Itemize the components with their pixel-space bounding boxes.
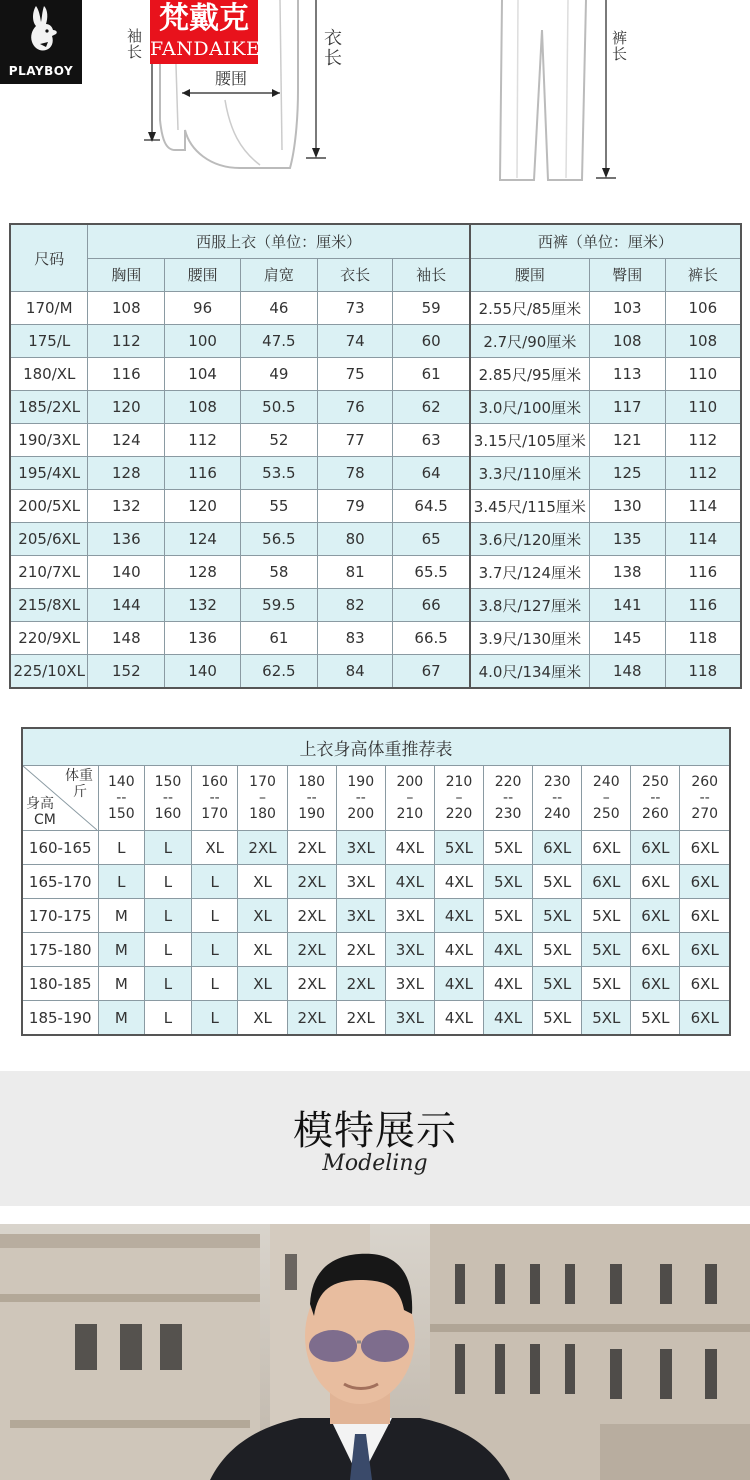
measurement-cell: 2.7尺/90厘米 [470,325,590,358]
measurement-cell: 3.15尺/105厘米 [470,424,590,457]
size-row [10,391,741,424]
measurement-cell: 84 [317,655,393,689]
recommended-size-cell: 4XL [434,967,483,1001]
recommended-size-cell: 5XL [533,899,582,933]
weight-range-part: -- [306,790,317,806]
measurement-cell: 118 [665,655,741,689]
height-range-cell: 170-175 [22,899,98,933]
recommended-size-cell: 6XL [680,865,730,899]
size-cell: 225/10XL [10,655,88,689]
measurement-cell: 110 [665,391,741,424]
weight-range-part: 240 [592,774,620,790]
measurement-cell: 135 [589,523,665,556]
measurement-cell: 118 [665,622,741,655]
recommended-size-cell: 2XL [336,933,385,967]
measurement-cell: 81 [317,556,393,589]
weight-range-header [533,766,582,831]
measurement-cell: 138 [589,556,665,589]
measurement-cell: 116 [88,358,165,391]
recommended-size-cell: 5XL [484,831,533,865]
brand-name-en: FANDAIKE [150,38,261,60]
weight-range-part: – [259,790,267,806]
recommended-size-cell: L [98,831,145,865]
measurement-cell: 75 [317,358,393,391]
weight-range-part: 200 [396,774,424,790]
measurement-cell: 112 [165,424,241,457]
recommended-size-cell: L [98,865,145,899]
height-axis-label [26,796,56,828]
weight-range-part: 170 [201,806,228,822]
recommended-size-cell: 2XL [287,865,336,899]
measurement-cell: 61 [240,622,317,655]
height-range-cell: 180-185 [22,967,98,1001]
size-row [10,457,741,490]
weight-range-header [287,766,336,831]
measurement-cell: 114 [665,490,741,523]
measurement-cell: 106 [665,292,741,325]
measurement-cell: 62.5 [240,655,317,689]
recommended-size-cell: 6XL [631,865,680,899]
measurement-cell: 4.0尺/134厘米 [470,655,590,689]
weight-range-part: -- [503,790,514,806]
weight-range-part: 230 [543,774,571,790]
weight-range-part: 190 [298,806,325,822]
weight-range-part: 250 [592,806,620,822]
measurement-cell: 3.8尺/127厘米 [470,589,590,622]
recommended-size-cell: L [191,933,238,967]
jacket-group-header: 西服上衣（单位：厘米） [88,224,470,258]
weight-axis-label [65,768,93,800]
size-cell: 175/L [10,325,88,358]
size-cell: 200/5XL [10,490,88,523]
measurement-cell: 3.0尺/100厘米 [470,391,590,424]
weight-range-part: 260 [691,774,719,790]
measurement-cell: 104 [165,358,241,391]
measurement-cell: 66.5 [393,622,470,655]
size-cell: 195/4XL [10,457,88,490]
weight-range-part: – [406,790,414,806]
weight-range-part: 160 [154,806,182,822]
modeling-banner [0,1071,750,1206]
weight-range-part: 150 [107,806,135,822]
pants-length-label: 裤长 [610,30,628,62]
weight-range-part: -- [355,790,366,806]
measurement-cell: 141 [589,589,665,622]
recommended-size-cell: 5XL [484,865,533,899]
recommended-size-cell: XL [238,967,287,1001]
column-header: 腰围 [470,258,590,292]
recommended-size-cell: L [191,865,238,899]
measurement-cell: 80 [317,523,393,556]
weight-range-header [336,766,385,831]
measurement-cell: 121 [589,424,665,457]
measurement-cell: 3.3尺/110厘米 [470,457,590,490]
recommended-size-cell: 4XL [434,865,483,899]
measurement-cell: 130 [589,490,665,523]
waist-label: 腰围 [214,69,247,88]
recommendation-title: 上衣身高体重推荐表 [22,728,730,766]
measurement-cell: 114 [665,523,741,556]
sleeve-length-label: 袖长 [125,28,143,60]
measurement-cell: 2.85尺/95厘米 [470,358,590,391]
weight-range-header [238,766,287,831]
recommended-size-cell: XL [191,831,238,865]
measurement-cell: 108 [589,325,665,358]
measurement-cell: 66 [393,589,470,622]
recommended-size-cell: 2XL [336,1001,385,1036]
recommended-size-cell: M [98,967,145,1001]
measurement-cell: 132 [88,490,165,523]
measurement-cell: 79 [317,490,393,523]
recommended-size-cell: 2XL [238,831,287,865]
recommended-size-cell: XL [238,899,287,933]
measurement-cell: 59 [393,292,470,325]
size-row [10,523,741,556]
weight-range-part: 230 [494,806,522,822]
weight-range-part: 140 [107,774,135,790]
recommended-size-cell: 5XL [582,899,631,933]
weight-range-part: 190 [347,774,375,790]
recommended-size-cell: 4XL [434,899,483,933]
measurement-cell: 60 [393,325,470,358]
weight-range-part: 160 [201,774,228,790]
recommended-size-cell: L [191,1001,238,1036]
recommended-size-cell: 4XL [434,933,483,967]
recommended-size-cell: L [145,899,192,933]
recommended-size-cell: 6XL [631,899,680,933]
recommended-size-cell: 4XL [385,831,434,865]
recommended-size-cell: L [145,933,192,967]
weight-range-header [98,766,145,831]
coat-length-label: 衣长 [321,28,342,68]
weight-range-part: 150 [154,774,182,790]
weight-range-part: 260 [642,806,669,822]
recommended-size-cell: 5XL [582,1001,631,1036]
recommended-size-cell: 2XL [287,967,336,1001]
measurement-cell: 128 [88,457,165,490]
recommended-size-cell: 2XL [287,899,336,933]
recommendation-row [22,967,730,1001]
weight-range-header [680,766,730,831]
recommended-size-cell: 5XL [434,831,483,865]
playboy-logo [0,0,82,84]
pants-diagram [490,0,620,185]
measurement-cell: 140 [88,556,165,589]
recommended-size-cell: 6XL [680,899,730,933]
size-header: 尺码 [10,224,88,292]
recommended-size-cell: L [145,831,192,865]
recommended-size-cell: L [191,967,238,1001]
recommended-size-cell: 6XL [680,933,730,967]
measurement-cell: 78 [317,457,393,490]
measurement-cell: 73 [317,292,393,325]
pants-group-header: 西裤（单位：厘米） [470,224,741,258]
recommended-size-cell: 3XL [385,899,434,933]
bunny-icon [22,4,62,58]
measurement-cell: 108 [88,292,165,325]
measurement-cell: 136 [165,622,241,655]
weight-unit: 斤 [73,784,87,800]
weight-range-part: 210 [396,806,424,822]
measurement-cell: 116 [665,589,741,622]
measurement-cell: 56.5 [240,523,317,556]
weight-range-header [484,766,533,831]
weight-range-part: 170 [249,774,276,790]
height-unit: CM [34,812,56,828]
measurement-cell: 55 [240,490,317,523]
weight-range-header [191,766,238,831]
recommended-size-cell: 6XL [582,865,631,899]
measurement-cell: 3.7尺/124厘米 [470,556,590,589]
measurement-cell: 140 [165,655,241,689]
weight-range-header [145,766,192,831]
brand-name-cn: 梵戴克 [159,1,249,36]
size-cell: 220/9XL [10,622,88,655]
size-cell: 170/M [10,292,88,325]
height-range-cell: 175-180 [22,933,98,967]
corner-cell [22,766,98,831]
recommended-size-cell: 4XL [385,865,434,899]
size-row [10,589,741,622]
column-header: 臀围 [589,258,665,292]
measurement-cell: 63 [393,424,470,457]
measurement-cell: 67 [393,655,470,689]
measurement-cell: 116 [665,556,741,589]
recommended-size-cell: M [98,1001,145,1036]
recommendation-row [22,933,730,967]
size-row [10,424,741,457]
weight-range-header [582,766,631,831]
measurement-cell: 3.9尺/130厘米 [470,622,590,655]
weight-range-part: – [455,790,463,806]
recommendation-row [22,899,730,933]
measurement-cell: 136 [88,523,165,556]
recommendation-row [22,865,730,899]
recommended-size-cell: 5XL [533,933,582,967]
recommended-size-cell: 2XL [287,933,336,967]
measurement-cell: 47.5 [240,325,317,358]
weight-range-part: -- [116,790,127,806]
weight-range-part: -- [552,790,563,806]
size-cell: 180/XL [10,358,88,391]
measurement-cell: 112 [665,424,741,457]
measurement-cell: 112 [665,457,741,490]
measurement-cell: 110 [665,358,741,391]
measurement-cell: 3.6尺/120厘米 [470,523,590,556]
measurement-cell: 46 [240,292,317,325]
height-label: 身高 [26,796,54,812]
weight-range-part: 210 [445,774,473,790]
measurement-cell: 152 [88,655,165,689]
measurement-cell: 145 [589,622,665,655]
measurement-cell: 144 [88,589,165,622]
recommended-size-cell: 6XL [631,933,680,967]
weight-range-header [631,766,680,831]
recommended-size-cell: M [98,933,145,967]
size-row [10,292,741,325]
measurement-cell: 113 [589,358,665,391]
measurement-cell: 49 [240,358,317,391]
recommended-size-cell: 5XL [631,1001,680,1036]
recommended-size-cell: 5XL [533,865,582,899]
measurement-cell: 124 [165,523,241,556]
measurement-cell: 124 [88,424,165,457]
weight-range-part: 250 [642,774,669,790]
recommended-size-cell: 5XL [533,1001,582,1036]
measurement-cell: 132 [165,589,241,622]
measurement-cell: 65 [393,523,470,556]
recommended-size-cell: XL [238,933,287,967]
weight-range-part: 200 [347,806,375,822]
height-weight-recommendation-table [21,727,731,1036]
size-row [10,622,741,655]
recommended-size-cell: 5XL [533,967,582,1001]
measurement-cell: 59.5 [240,589,317,622]
column-header: 肩宽 [240,258,317,292]
recommended-size-cell: 6XL [680,1001,730,1036]
weight-range-part: 180 [249,806,276,822]
measurement-cell: 61 [393,358,470,391]
recommended-size-cell: 3XL [336,899,385,933]
recommendation-row [22,1001,730,1036]
measurement-cell: 62 [393,391,470,424]
measurement-cell: 53.5 [240,457,317,490]
measurement-cell: 148 [589,655,665,689]
measurement-cell: 100 [165,325,241,358]
height-range-cell: 185-190 [22,1001,98,1036]
recommended-size-cell: L [145,865,192,899]
recommended-size-cell: 6XL [631,967,680,1001]
recommended-size-cell: 3XL [336,831,385,865]
measurement-cell: 117 [589,391,665,424]
measurement-cell: 112 [88,325,165,358]
size-row [10,556,741,589]
fandaike-logo [150,0,261,64]
size-row [10,325,741,358]
column-header: 裤长 [665,258,741,292]
recommended-size-cell: 6XL [533,831,582,865]
measurement-cell: 103 [589,292,665,325]
measurement-cell: 64.5 [393,490,470,523]
recommended-size-cell: 2XL [287,831,336,865]
weight-range-part: -- [699,790,710,806]
measurement-cell: 3.45尺/115厘米 [470,490,590,523]
recommended-size-cell: 4XL [484,967,533,1001]
weight-range-part: 240 [543,806,571,822]
weight-range-part: 220 [494,774,522,790]
recommended-size-cell: 4XL [484,1001,533,1036]
measurement-cell: 82 [317,589,393,622]
banner-title-en: Modeling [322,1151,428,1176]
model-photo [0,1224,750,1480]
recommendation-row [22,831,730,865]
recommended-size-cell: 6XL [680,831,730,865]
measurement-cell: 108 [665,325,741,358]
measurement-cell: 65.5 [393,556,470,589]
size-row [10,655,741,689]
measurement-cell: 2.55尺/85厘米 [470,292,590,325]
recommended-size-cell: 5XL [484,899,533,933]
measurement-cell: 74 [317,325,393,358]
measurement-cell: 120 [88,391,165,424]
recommended-size-cell: 2XL [287,1001,336,1036]
recommended-size-cell: 4XL [434,1001,483,1036]
weight-range-header [385,766,434,831]
measurement-cell: 116 [165,457,241,490]
size-cell: 215/8XL [10,589,88,622]
measurement-cell: 77 [317,424,393,457]
recommended-size-cell: 2XL [336,967,385,1001]
weight-range-header [434,766,483,831]
recommended-size-cell: 3XL [385,933,434,967]
model-photo-illustration [0,1224,750,1480]
measurement-cell: 64 [393,457,470,490]
measurement-cell: 120 [165,490,241,523]
weight-range-part: 220 [445,806,473,822]
recommended-size-cell: XL [238,1001,287,1036]
recommended-size-cell: 5XL [582,967,631,1001]
measurement-cell: 76 [317,391,393,424]
column-header: 袖长 [393,258,470,292]
measurement-cell: 148 [88,622,165,655]
size-row [10,358,741,391]
recommended-size-cell: 6XL [680,967,730,1001]
size-chart-table [9,223,742,689]
recommended-size-cell: L [145,967,192,1001]
weight-range-part: -- [162,790,174,806]
weight-range-part: -- [650,790,661,806]
recommended-size-cell: L [145,1001,192,1036]
recommended-size-cell: M [98,899,145,933]
banner-title-cn: 模特展示 [293,1108,457,1154]
weight-label: 体重 [65,768,93,784]
measurement-cell: 125 [589,457,665,490]
recommended-size-cell: 3XL [385,967,434,1001]
recommended-size-cell: L [191,899,238,933]
recommended-size-cell: 3XL [385,1001,434,1036]
recommended-size-cell: 3XL [336,865,385,899]
measurement-cell: 128 [165,556,241,589]
column-header: 腰围 [165,258,241,292]
recommended-size-cell: 6XL [582,831,631,865]
measurement-cell: 108 [165,391,241,424]
measurement-cell: 58 [240,556,317,589]
measurement-cell: 52 [240,424,317,457]
measurement-cell: 96 [165,292,241,325]
size-cell: 210/7XL [10,556,88,589]
logo-text: PLAYBOY [8,64,74,78]
recommended-size-cell: 6XL [631,831,680,865]
size-row [10,490,741,523]
recommended-size-cell: 5XL [582,933,631,967]
weight-range-part: 270 [691,806,719,822]
weight-range-part: -- [209,790,220,806]
column-header: 衣长 [317,258,393,292]
height-range-cell: 160-165 [22,831,98,865]
weight-range-part: – [602,790,610,806]
recommended-size-cell: 4XL [484,933,533,967]
measurement-cell: 83 [317,622,393,655]
size-cell: 190/3XL [10,424,88,457]
height-range-cell: 165-170 [22,865,98,899]
size-cell: 205/6XL [10,523,88,556]
measurement-cell: 50.5 [240,391,317,424]
size-cell: 185/2XL [10,391,88,424]
weight-range-part: 180 [298,774,325,790]
column-header: 胸围 [88,258,165,292]
recommended-size-cell: XL [238,865,287,899]
